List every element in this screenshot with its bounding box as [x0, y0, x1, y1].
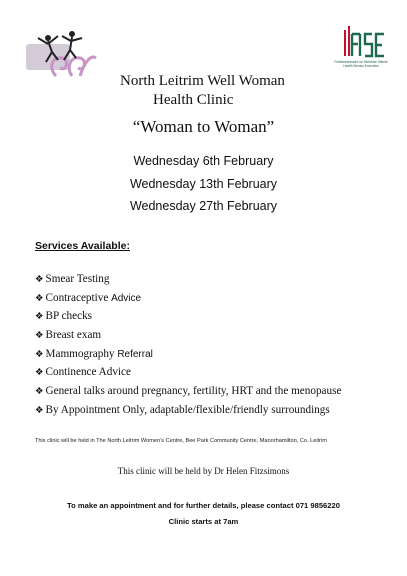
- list-item: [35, 382, 341, 401]
- service-label: Mammography: [45, 347, 115, 360]
- diamond-bullet-icon: ❖: [35, 275, 44, 285]
- start-time-note: Clinic starts at 7am: [168, 517, 239, 526]
- services-heading: Services Available:: [35, 240, 130, 252]
- diamond-bullet-icon: ❖: [35, 349, 44, 360]
- list-item: [35, 345, 341, 364]
- contact-note: To make an appointment and for further details, please contact 071 9856220: [67, 501, 340, 510]
- date-item: Wednesday 13th February: [129, 176, 278, 191]
- service-label: BP checks: [45, 310, 93, 323]
- list-item: [35, 307, 341, 326]
- clinic-title-line1: North Leitrim Well Woman: [120, 73, 285, 89]
- diamond-bullet-icon: ❖: [35, 405, 44, 416]
- clinic-subtitle: “Woman to Woman”: [132, 117, 275, 136]
- dancing-figures-logo-icon: [26, 28, 100, 80]
- date-item: Wednesday 27th February: [129, 199, 278, 213]
- list-item: [35, 326, 341, 345]
- diamond-bullet-icon: ❖: [35, 312, 44, 323]
- services-list: [35, 270, 341, 420]
- service-label: General talks around pregnancy, fertility, HRT and the menopause: [45, 385, 342, 398]
- service-label-suffix: Referral: [117, 348, 153, 360]
- list-item: [35, 363, 341, 382]
- diamond-bullet-icon: ❖: [35, 368, 44, 379]
- hse-tagline: Feidhmeannacht na Seirbhíse Sláinte Health Service Executive: [334, 60, 388, 68]
- clinic-dates: [0, 150, 407, 218]
- diamond-bullet-icon: ❖: [35, 331, 44, 342]
- service-label-suffix: Advice: [111, 292, 142, 304]
- service-label: By Appointment Only, adaptable/flexible/friendly surroundings: [45, 403, 330, 416]
- service-label: Contraceptive: [45, 291, 109, 304]
- venue-note: This clinic will be held in The North Leitrim Women’s Centre, Bee Park Community Centre, Manorhamilton, Co. Leitrim: [35, 438, 327, 444]
- clinic-title-line2: Health Clinic: [153, 92, 234, 108]
- diamond-bullet-icon: ❖: [35, 293, 44, 304]
- service-label: Continence Advice: [45, 366, 131, 379]
- service-label: Breast exam: [45, 329, 102, 342]
- date-item: Wednesday 6th February: [133, 154, 274, 168]
- service-label: Smear Testing: [45, 273, 110, 285]
- diamond-bullet-icon: ❖: [35, 387, 44, 398]
- list-item: [35, 401, 341, 420]
- doctor-note: This clinic will be held by Dr Helen Fitzsimons: [117, 466, 290, 476]
- list-item: [35, 289, 341, 308]
- list-item: [35, 270, 341, 289]
